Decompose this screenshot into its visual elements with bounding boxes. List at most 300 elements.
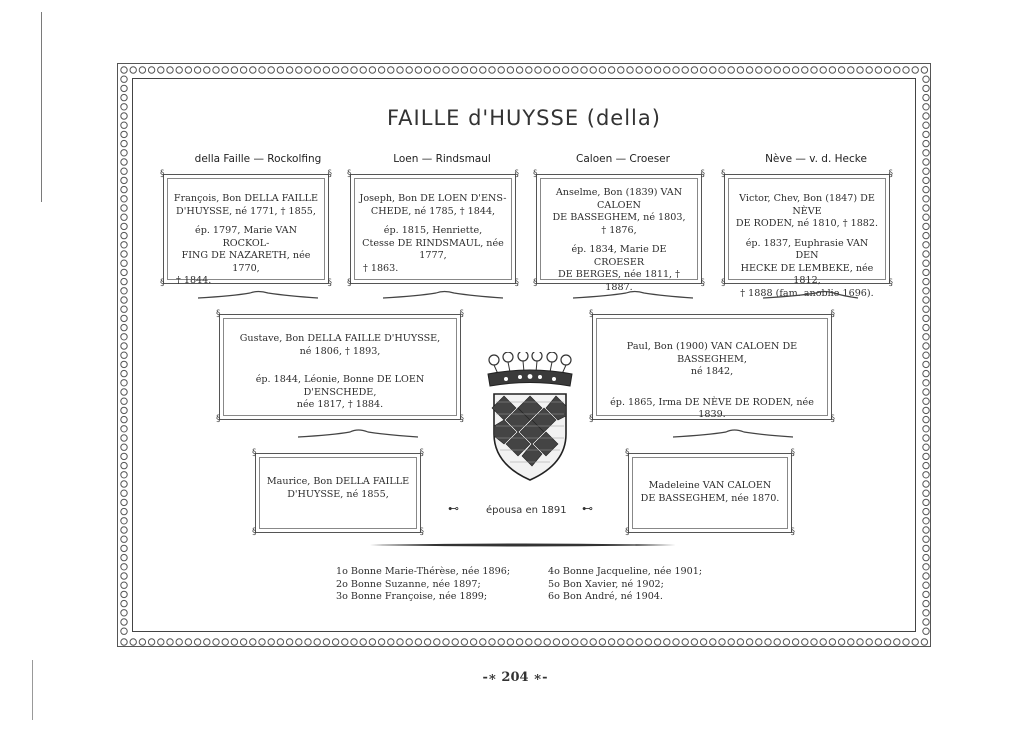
border-ornament (240, 639, 246, 645)
entry-line: † 1876, (601, 224, 637, 236)
page-title: FAILLE d'HUYSSE (della) (387, 106, 661, 130)
border-ornament (526, 639, 532, 645)
marriage-text: épousa en 1891 (486, 505, 567, 516)
entry-line: François, Bon DELLA FAILLE (173, 193, 319, 204)
border-ornament (820, 67, 826, 73)
border-ornament (231, 639, 237, 645)
entry-line: Maurice, Bon DELLA FAILLE (266, 476, 410, 487)
border-ornament (360, 639, 366, 645)
border-ornament (443, 639, 449, 645)
border-ornament (121, 536, 127, 542)
border-ornament (121, 619, 127, 625)
border-ornament (923, 324, 929, 330)
border-ornament (921, 67, 927, 73)
border-ornament (121, 591, 127, 597)
border-ornament (332, 67, 338, 73)
border-ornament (121, 499, 127, 505)
border-ornament (305, 639, 311, 645)
border-ornament (923, 426, 929, 432)
border-ornament (507, 67, 513, 73)
border-ornament (737, 639, 743, 645)
coat-of-arms-icon (480, 352, 580, 484)
column-head-faille: della Faille — Rockolfing (194, 153, 322, 165)
border-ornament (498, 67, 504, 73)
border-ornament (700, 639, 706, 645)
border-ornament (923, 251, 929, 257)
border-ornament (535, 67, 541, 73)
border-ornament (544, 639, 550, 645)
border-ornament (765, 67, 771, 73)
border-ornament (268, 67, 274, 73)
border-ornament (923, 619, 929, 625)
border-ornament (599, 639, 605, 645)
entry-line: ép. 1837, Euphrasie VAN DEN (745, 237, 869, 261)
border-ornament (121, 242, 127, 248)
border-ornament (923, 196, 929, 202)
genealogy-plate (117, 63, 931, 647)
corner-ornament: § (721, 169, 726, 179)
entry-line: DE BERGES, née 1811, † 1887. (558, 269, 680, 293)
border-ornament (397, 67, 403, 73)
column-head-caloen: Caloen — Croeser (576, 153, 670, 165)
border-ornament (121, 278, 127, 284)
entry-line: Ctesse DE RINDSMAUL, née 1777, (362, 237, 504, 261)
corner-ornament: § (216, 414, 221, 424)
border-ornament (498, 639, 504, 645)
border-ornament (811, 639, 817, 645)
corner-ornament: § (625, 527, 630, 537)
border-ornament (121, 481, 127, 487)
border-ornament (121, 518, 127, 524)
border-ornament (121, 462, 127, 468)
corner-ornament: § (888, 169, 893, 179)
border-ornament (682, 639, 688, 645)
border-ornament (719, 67, 725, 73)
border-ornament (388, 67, 394, 73)
border-ornament (923, 389, 929, 395)
border-ornament (240, 67, 246, 73)
border-ornament (875, 639, 881, 645)
corner-ornament: § (700, 169, 705, 179)
border-ornament (415, 639, 421, 645)
border-ornament (923, 591, 929, 597)
border-ornament (388, 639, 394, 645)
border-ornament (923, 94, 929, 100)
border-ornament (627, 639, 633, 645)
corner-ornament: § (790, 527, 795, 537)
border-ornament (923, 85, 929, 91)
corner-ornament: § (459, 309, 464, 319)
corner-ornament: § (700, 278, 705, 288)
border-ornament (296, 639, 302, 645)
border-ornament (923, 573, 929, 579)
border-ornament (783, 67, 789, 73)
entry-line: D'HUYSSE, né 1855, (287, 488, 389, 500)
corner-ornament: § (514, 278, 519, 288)
box-madeleine (625, 448, 795, 537)
border-ornament (838, 67, 844, 73)
border-ornament (746, 639, 752, 645)
border-ornament (829, 639, 835, 645)
border-ornament (323, 67, 329, 73)
border-ornament (923, 297, 929, 303)
corner-ornament: § (533, 169, 538, 179)
border-ornament (213, 639, 219, 645)
border-ornament (259, 67, 265, 73)
border-ornament (121, 306, 127, 312)
entry-line: Madeleine VAN CALOEN (648, 480, 772, 491)
border-ornament (434, 639, 440, 645)
border-ornament (654, 639, 660, 645)
border-ornament (121, 324, 127, 330)
border-ornament (923, 223, 929, 229)
border-ornament (176, 639, 182, 645)
border-ornament (923, 444, 929, 450)
column-head-neve: Nève — v. d. Hecke (765, 153, 867, 165)
border-ornament (923, 416, 929, 422)
border-ornament (121, 205, 127, 211)
border-ornament (204, 67, 210, 73)
border-ornament (923, 186, 929, 192)
entry-line: FING DE NAZARETH, née 1770, (181, 250, 311, 274)
border-ornament (176, 67, 182, 73)
box-joseph (347, 169, 519, 288)
border-ornament (121, 508, 127, 514)
entry-text (359, 193, 507, 275)
entry-line: DE RODEN, né 1810, † 1882. (735, 218, 879, 229)
border-ornament (121, 94, 127, 100)
border-ornament (277, 639, 283, 645)
border-ornament (121, 67, 127, 73)
border-ornament (912, 639, 918, 645)
border-ornament (923, 508, 929, 514)
border-ornament (923, 610, 929, 616)
corner-ornament: § (888, 278, 893, 288)
border-ornament (857, 67, 863, 73)
border-ornament (923, 343, 929, 349)
border-ornament (802, 639, 808, 645)
border-ornament (535, 639, 541, 645)
border-ornament (923, 278, 929, 284)
child-entry: 1o Bonne Marie-Thérèse, née 1896; (336, 566, 511, 577)
border-ornament (461, 639, 467, 645)
border-ornament (923, 481, 929, 487)
border-ornament (470, 639, 476, 645)
corner-ornament: § (347, 278, 352, 288)
border-ornament (222, 67, 228, 73)
border-ornament (148, 639, 154, 645)
border-ornament (121, 407, 127, 413)
border-ornament (406, 67, 412, 73)
border-ornament (121, 527, 127, 533)
corner-ornament: § (830, 309, 835, 319)
border-ornament (923, 472, 929, 478)
connector-lines-row2 (288, 428, 808, 444)
border-ornament (590, 639, 596, 645)
border-ornament (121, 472, 127, 478)
entry-line: ép. 1865, Irma DE NÈVE DE RODEN, née 1839. (610, 396, 814, 420)
border-ornament (923, 76, 929, 82)
border-ornament (121, 85, 127, 91)
border-ornament (204, 639, 210, 645)
border-ornament (894, 67, 900, 73)
border-ornament (673, 639, 679, 645)
entry-text (545, 187, 693, 294)
border-ornament (314, 67, 320, 73)
border-ornament (480, 67, 486, 73)
border-ornament (737, 67, 743, 73)
border-ornament (923, 518, 929, 524)
border-ornament (378, 639, 384, 645)
border-ornament (268, 639, 274, 645)
border-ornament (121, 582, 127, 588)
border-ornament (121, 150, 127, 156)
children-list-right (548, 566, 702, 604)
border-ornament (923, 490, 929, 496)
entry-line: Anselme, Bon (1839) VAN CALOEN (555, 187, 683, 211)
border-ornament (369, 639, 375, 645)
border-ornament (921, 639, 927, 645)
entry-line: ép. 1815, Henriette, (383, 225, 483, 236)
arrow-left-icon: ⊷ (448, 502, 459, 515)
border-ornament (923, 499, 929, 505)
border-ornament (599, 67, 605, 73)
box-maurice (252, 448, 424, 537)
border-ornament (829, 67, 835, 73)
border-ornament (682, 67, 688, 73)
border-ornament (121, 232, 127, 238)
border-ornament (923, 260, 929, 266)
border-ornament (148, 67, 154, 73)
entry-line: † 1888 (fam. anoblie 1696). (740, 287, 874, 299)
border-ornament (923, 361, 929, 367)
border-ornament (121, 361, 127, 367)
border-ornament (121, 416, 127, 422)
border-ornament (923, 545, 929, 551)
border-ornament (369, 67, 375, 73)
border-ornament (875, 67, 881, 73)
border-ornament (783, 639, 789, 645)
entry-text (637, 480, 783, 505)
border-ornament (130, 639, 136, 645)
connector-lines-row1 (188, 290, 868, 306)
border-ornament (121, 564, 127, 570)
border-ornament (756, 67, 762, 73)
border-ornament (923, 288, 929, 294)
border-ornament (884, 67, 890, 73)
border-ornament (121, 76, 127, 82)
border-ornament (923, 453, 929, 459)
column-head-loen: Loen — Rindsmaul (393, 153, 491, 165)
border-ornament (923, 398, 929, 404)
entry-line: Paul, Bon (1900) VAN CALOEN DE BASSEGHEM, (626, 341, 798, 365)
border-ornament (820, 639, 826, 645)
border-ornament (710, 67, 716, 73)
border-ornament (130, 67, 136, 73)
box-anselme (533, 169, 705, 293)
corner-ornament: § (589, 414, 594, 424)
entry-line: né 1806, † 1893, (299, 345, 381, 357)
border-ornament (792, 639, 798, 645)
border-ornament (231, 67, 237, 73)
border-ornament (296, 67, 302, 73)
border-ornament (480, 639, 486, 645)
border-ornament (765, 639, 771, 645)
border-ornament (121, 352, 127, 358)
border-ornament (507, 639, 513, 645)
child-entry: 5o Bon Xavier, né 1902; (548, 578, 664, 590)
border-ornament (923, 150, 929, 156)
entry-text (601, 341, 823, 422)
border-ornament (250, 67, 256, 73)
border-ornament (489, 67, 495, 73)
border-ornament (121, 140, 127, 146)
border-ornament (121, 628, 127, 634)
corner-ornament: § (830, 414, 835, 424)
entry-line: DE BASSEGHEM, née 1870. (640, 492, 780, 504)
border-ornament (121, 186, 127, 192)
border-ornament (923, 315, 929, 321)
corner-ornament: § (790, 448, 795, 458)
border-ornament (923, 582, 929, 588)
corner-ornament: § (419, 448, 424, 458)
border-ornament (848, 67, 854, 73)
border-ornament (121, 223, 127, 229)
border-ornament (923, 536, 929, 542)
border-ornament (923, 306, 929, 312)
border-ornament (581, 639, 587, 645)
border-ornament (250, 639, 256, 645)
border-ornament (167, 67, 173, 73)
border-ornament (691, 639, 697, 645)
entry-line: † 1844. (176, 275, 212, 286)
border-ornament (121, 545, 127, 551)
border-ornament (923, 214, 929, 220)
border-ornament (923, 168, 929, 174)
corner-ornament: § (327, 278, 332, 288)
border-ornament (121, 343, 127, 349)
corner-ornament: § (160, 278, 165, 288)
border-ornament (923, 334, 929, 340)
border-ornament (710, 639, 716, 645)
box-victor (721, 169, 893, 299)
border-ornament (452, 639, 458, 645)
entry-line: ép. 1834, Marie DE CROESER (571, 244, 667, 268)
page-number: -∗ 204 ∗- (482, 670, 548, 685)
entry-line: ép. 1797, Marie VAN ROCKOL- (195, 225, 297, 249)
border-ornament (923, 269, 929, 275)
corner-ornament: § (347, 169, 352, 179)
border-ornament (121, 610, 127, 616)
entry-text (228, 333, 452, 412)
corner-ornament: § (459, 414, 464, 424)
border-ornament (654, 67, 660, 73)
border-ornament (277, 67, 283, 73)
border-ornament (434, 67, 440, 73)
border-ornament (121, 554, 127, 560)
border-ornament (553, 639, 559, 645)
border-ornament (378, 67, 384, 73)
child-entry: 2o Bonne Suzanne, née 1897; (336, 578, 481, 590)
border-ornament (185, 639, 191, 645)
corner-ornament: § (252, 527, 257, 537)
border-ornament (719, 639, 725, 645)
border-ornament (121, 435, 127, 441)
children-list-left (336, 566, 510, 604)
border-ornament (167, 639, 173, 645)
border-ornament (121, 380, 127, 386)
border-ornament (645, 639, 651, 645)
border-ornament (627, 67, 633, 73)
border-ornament (802, 67, 808, 73)
border-ornament (121, 398, 127, 404)
border-ornament (838, 639, 844, 645)
border-ornament (912, 67, 918, 73)
border-ornament (664, 67, 670, 73)
border-ornament (342, 639, 348, 645)
border-ornament (121, 573, 127, 579)
border-ornament (581, 67, 587, 73)
border-ornament (121, 196, 127, 202)
border-ornament (923, 462, 929, 468)
border-ornament (645, 67, 651, 73)
border-ornament (121, 490, 127, 496)
border-ornament (562, 67, 568, 73)
box-francois (160, 169, 332, 288)
border-ornament (470, 67, 476, 73)
border-ornament (923, 131, 929, 137)
border-ornament (608, 639, 614, 645)
border-ornament (746, 67, 752, 73)
entry-line: ép. 1844, Léonie, Bonne DE LOEN D'ENSCHEDE, (255, 374, 425, 398)
child-entry: 6o Bon André, né 1904. (548, 591, 663, 602)
border-ornament (194, 67, 200, 73)
border-ornament (923, 380, 929, 386)
border-ornament (774, 67, 780, 73)
border-ornament (923, 232, 929, 238)
border-ornament (121, 389, 127, 395)
border-ornament (443, 67, 449, 73)
corner-ornament: § (160, 169, 165, 179)
border-ornament (259, 639, 265, 645)
border-ornament (572, 67, 578, 73)
border-ornament (121, 177, 127, 183)
entry-line: Joseph, Bon DE LOEN D'ENS- (359, 193, 507, 204)
border-ornament (923, 140, 929, 146)
border-ornament (923, 352, 929, 358)
border-ornament (664, 639, 670, 645)
border-ornament (286, 639, 292, 645)
scan-edge-line (32, 660, 33, 720)
box-paul (589, 309, 835, 424)
border-ornament (415, 67, 421, 73)
border-ornament (700, 67, 706, 73)
border-ornament (342, 67, 348, 73)
border-ornament (213, 67, 219, 73)
border-ornament (406, 639, 412, 645)
border-ornament (923, 628, 929, 634)
entry-text (172, 193, 320, 288)
border-ornament (590, 67, 596, 73)
border-ornament (516, 67, 522, 73)
corner-ornament: § (625, 448, 630, 458)
border-ornament (618, 67, 624, 73)
border-ornament (923, 205, 929, 211)
border-ornament (636, 67, 642, 73)
border-ornament (923, 407, 929, 413)
border-ornament (792, 67, 798, 73)
border-ornament (139, 639, 145, 645)
